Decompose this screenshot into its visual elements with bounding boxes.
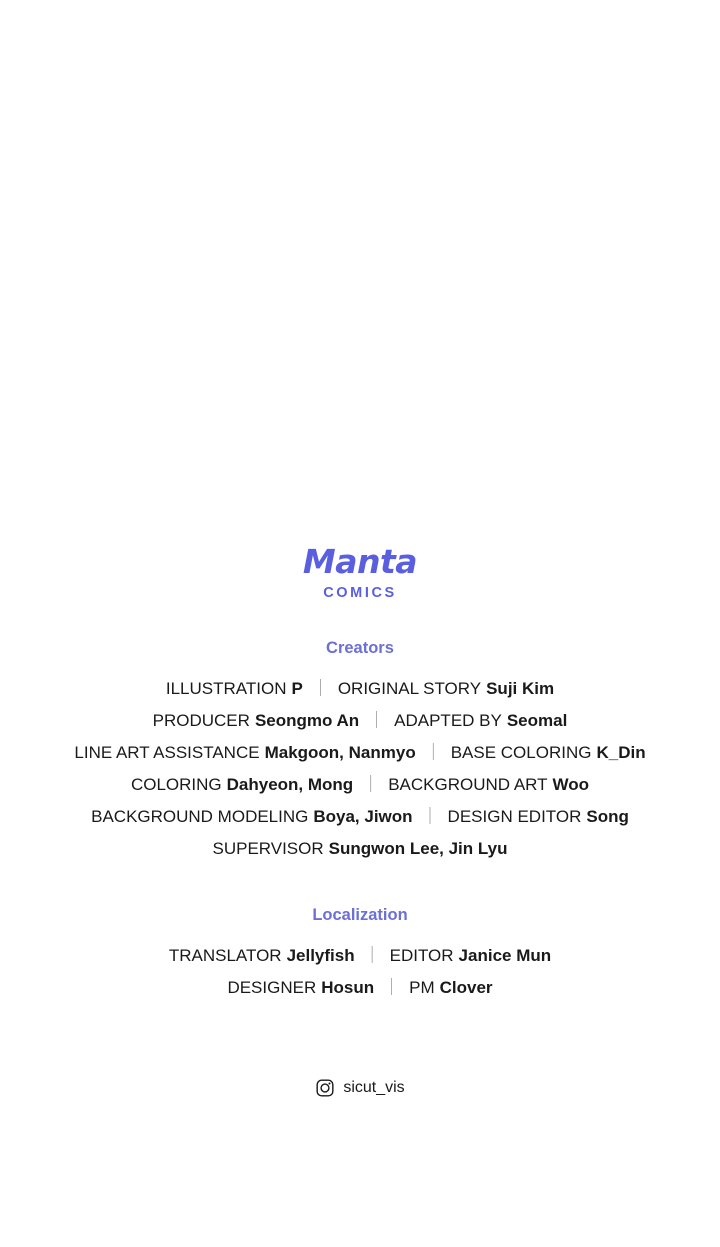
credit-separator: ｜ — [363, 946, 381, 965]
credit-role: BACKGROUND ART — [388, 775, 548, 794]
credit-role: EDITOR — [389, 946, 454, 965]
manta-logo — [302, 542, 418, 601]
logo-subtitle: COMICS — [323, 585, 397, 601]
credit-separator: ｜ — [421, 807, 439, 826]
credit-name: Song — [586, 807, 629, 826]
localization-credit-lines — [169, 940, 551, 1004]
creators-section — [74, 639, 645, 865]
credit-line — [169, 940, 551, 972]
credit-separator: ｜ — [424, 743, 442, 762]
credit-line — [169, 972, 551, 1004]
localization-heading: Localization — [312, 906, 408, 924]
credit-role: ORIGINAL STORY — [337, 679, 482, 698]
credit-line — [74, 769, 645, 801]
social-handle[interactable] — [315, 1078, 404, 1098]
credit-name: Suji Kim — [486, 679, 555, 698]
credit-separator: ｜ — [368, 711, 386, 730]
credit-line — [74, 801, 645, 833]
credit-role: LINE ART ASSISTANCE — [74, 743, 260, 762]
logo-wordmark: Manta — [302, 542, 418, 581]
credit-line — [74, 673, 645, 705]
creators-heading: Creators — [326, 639, 394, 657]
credit-separator: ｜ — [311, 679, 329, 698]
credit-role: ILLUSTRATION — [165, 679, 287, 698]
credit-role: TRANSLATOR — [168, 946, 282, 965]
credit-role: ADAPTED BY — [394, 711, 502, 730]
credit-line — [74, 705, 645, 737]
credit-role: SUPERVISOR — [212, 839, 324, 858]
credit-role: PRODUCER — [152, 711, 250, 730]
credit-name: Jellyfish — [286, 946, 355, 965]
credit-name: Dahyeon, Mong — [226, 775, 354, 794]
credit-name: Hosun — [321, 978, 375, 997]
credit-name: Sungwon Lee, Jin Lyu — [328, 839, 508, 858]
credit-name: K_Din — [596, 743, 646, 762]
credit-name: P — [291, 679, 303, 698]
credit-role: BACKGROUND MODELING — [91, 807, 309, 826]
credit-role: PM — [409, 978, 435, 997]
credit-name: Seongmo An — [254, 711, 360, 730]
credit-separator: ｜ — [383, 978, 401, 997]
credit-line — [74, 737, 645, 769]
credit-role: COLORING — [130, 775, 222, 794]
credit-name: Woo — [552, 775, 590, 794]
social-handle-text: sicut_vis — [343, 1079, 405, 1096]
credit-role: DESIGN EDITOR — [447, 807, 582, 826]
credit-separator: ｜ — [362, 775, 380, 794]
credit-name: Seomal — [506, 711, 568, 730]
credit-role: BASE COLORING — [450, 743, 592, 762]
creators-credit-lines — [74, 673, 645, 865]
credit-line — [74, 833, 645, 865]
credit-name: Makgoon, Nanmyo — [264, 743, 416, 762]
credit-name: Boya, Jiwon — [313, 807, 413, 826]
credit-role: DESIGNER — [227, 978, 317, 997]
credit-name: Janice Mun — [458, 946, 552, 965]
instagram-icon — [315, 1078, 335, 1098]
credit-name: Clover — [439, 978, 493, 997]
localization-section — [169, 906, 551, 1004]
